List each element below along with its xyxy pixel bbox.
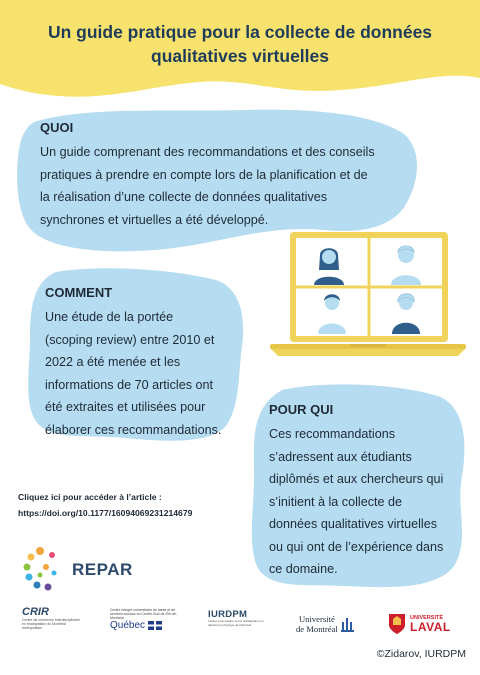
crir-caption: Centre de recherche interdisciplinaire en réadaptation du Montréal métropolitain — [22, 618, 80, 630]
iurdpm-caption: Institut universitaire sur la réadaptation en déficience physique de Montréal — [208, 619, 264, 627]
repar-wordmark: REPAR — [72, 560, 133, 579]
comment-line: (scoping review) entre 2010 et — [45, 332, 215, 347]
crir-logo — [22, 606, 82, 640]
article-cta — [18, 489, 192, 521]
laval-shield-icon — [388, 613, 406, 635]
universite-de-montreal-logo — [296, 612, 374, 636]
comment-heading: COMMENT — [45, 285, 113, 300]
udem-line-2: de Montréal — [296, 624, 338, 634]
comment-line: été extraites et utilisées pour — [45, 400, 206, 414]
quebec-flag-icon — [148, 621, 162, 630]
comment-line: 2022 a été menée et les — [45, 355, 181, 369]
video-call-laptop-illustration — [268, 230, 468, 365]
iurdpm-wordmark: IURDPM — [208, 609, 248, 620]
comment-line: informations de 70 articles ont — [45, 377, 214, 392]
quoi-line: la réalisation d’une collecte de données qualitatives — [40, 190, 328, 204]
quoi-heading: QUOI — [40, 120, 74, 135]
pour-qui-heading: POUR QUI — [269, 402, 334, 417]
pour-qui-line: diplômés et aux chercheurs qui — [269, 472, 444, 486]
ciusss-caption: Centre intégré universitaire de santé et de services sociaux du Centre-Sud-de-l’Île-de-Montréal — [110, 608, 178, 620]
copyright-notice: ©Zidarov, IURDPM — [376, 648, 466, 660]
pour-qui-section — [269, 400, 469, 581]
pour-qui-line: s’adressent aux étudiants — [269, 449, 412, 464]
comment-section — [45, 283, 245, 441]
universite-laval-logo — [388, 610, 460, 638]
article-cta-label: Cliquez ici pour accéder à l’article : — [18, 492, 162, 502]
page-title: Un guide pratique pour la collecte de données qualitatives virtuelles — [47, 22, 433, 66]
comment-line: Une étude de la portée — [45, 310, 174, 324]
comment-line: élaborer ces recommandations. — [45, 422, 222, 437]
repar-dots-icon — [24, 547, 57, 591]
crir-wordmark: CRIR — [22, 606, 49, 618]
pour-qui-line: ce domaine. — [269, 562, 338, 576]
pour-qui-line: ou qui ont de l’expérience dans — [269, 539, 444, 554]
quebec-wordmark: Québec — [110, 620, 146, 631]
iurdpm-logo — [208, 609, 270, 639]
ciusss-quebec-logo — [110, 608, 180, 640]
quoi-section — [40, 118, 410, 231]
pour-qui-line: données qualitatives virtuelles — [269, 517, 438, 531]
laval-top-text: UNIVERSITÉ — [410, 615, 444, 621]
laptop-base — [270, 348, 466, 356]
pour-qui-line: s’initient à la collecte de — [269, 494, 403, 509]
udem-line-1: Université — [298, 614, 335, 624]
laval-wordmark: LAVAL — [410, 620, 451, 634]
quoi-line: synchrones et virtuelles a été développé. — [40, 212, 269, 227]
article-link[interactable]: https://doi.org/10.1177/16094069231214679 — [18, 508, 193, 518]
quoi-line: pratiques à prendre en compte lors de la planification et de — [40, 167, 368, 182]
udem-pavilion-icon — [341, 616, 355, 632]
quoi-line: Un guide comprenant des recommandations et des conseils — [40, 145, 375, 159]
pour-qui-line: Ces recommandations — [269, 427, 395, 441]
